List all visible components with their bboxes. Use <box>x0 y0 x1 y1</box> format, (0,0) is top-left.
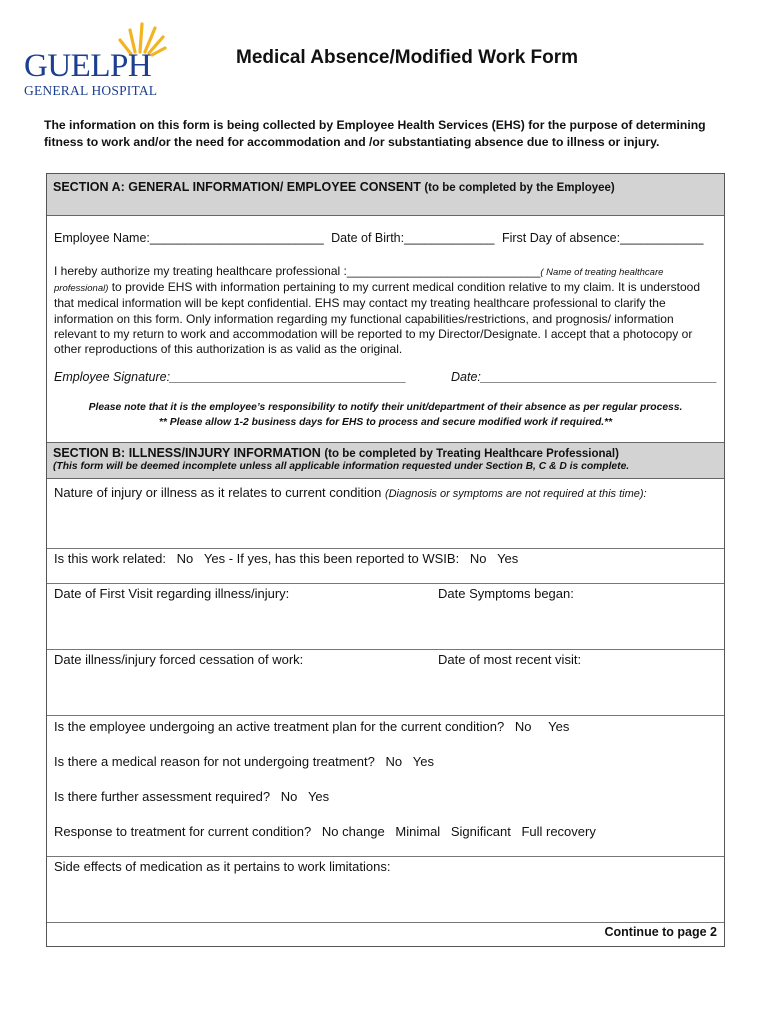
hospital-logo <box>22 18 167 98</box>
response-no-change: No change <box>321 824 385 839</box>
response-minimal: Minimal <box>395 824 441 839</box>
notice-line-2: ** Please allow 1-2 business days for EHS to process and secure modified work if required.** <box>158 416 613 428</box>
further-assessment-yes: Yes <box>307 789 330 804</box>
section-a-header <box>47 174 724 216</box>
work-related-question: Is this work related: <box>54 551 166 566</box>
medical-reason-yes: Yes <box>412 754 434 769</box>
wsib-question: - If yes, has this been reported to WSIB: <box>225 551 460 566</box>
divider <box>47 856 724 857</box>
wsib-yes: Yes <box>497 551 519 566</box>
notice-line-1: Please note that it is the employee’s responsibility to notify their unit/department of their absence as per regular process. <box>88 402 683 413</box>
section-b-header <box>47 442 724 479</box>
consent-paragraph <box>54 264 719 357</box>
further-assessment-row <box>54 789 329 804</box>
treatment-plan-question: Is the employee undergoing an active treatment plan for the current condition? <box>54 719 505 734</box>
date-of-birth-field[interactable]: Date of Birth:_____________ <box>331 231 495 245</box>
side-effects-field[interactable]: Side effects of medication as it pertains to work limitations: <box>54 859 391 874</box>
nature-label: Nature of injury or illness as it relates to current condition <box>54 485 382 500</box>
form-container <box>46 173 725 947</box>
divider <box>47 548 724 549</box>
continue-to-page-2: Continue to page 2 <box>604 925 717 939</box>
section-b-subtitle: (to be completed by Treating Healthcare Professional) <box>324 448 619 460</box>
further-assessment-no: No <box>280 789 298 804</box>
employee-notice <box>47 401 724 430</box>
signature-date-field[interactable]: Date:__________________________________ <box>451 370 718 384</box>
consent-hint: ( Name of treating healthcare professional) <box>54 267 664 295</box>
divider <box>47 715 724 716</box>
employee-name-field[interactable]: Employee Name:_________________________ <box>54 231 324 245</box>
treatment-response-row <box>54 824 596 839</box>
medical-reason-question: Is there a medical reason for not undergoing treatment? <box>54 754 375 769</box>
section-a-title-text: SECTION A: GENERAL INFORMATION/ EMPLOYEE CONSENT <box>53 180 421 194</box>
medical-reason-no: No <box>385 754 403 769</box>
recent-visit-date-field[interactable]: Date of most recent visit: <box>438 652 582 667</box>
treatment-plan-no: No <box>514 719 532 734</box>
response-full-recovery: Full recovery <box>521 824 596 839</box>
section-a-title <box>53 180 615 194</box>
divider <box>47 583 724 584</box>
section-b-note: (This form will be deemed incomplete unless all applicable information requested under Section B, C & D is complete. <box>53 461 630 472</box>
treatment-response-question: Response to treatment for current condition? <box>54 824 312 839</box>
first-day-absence-field[interactable]: First Day of absence:____________ <box>501 231 704 245</box>
healthcare-professional-field[interactable]: I hereby authorize my treating healthcare professional :_____________________________ <box>54 264 541 278</box>
treatment-plan-row <box>54 719 569 734</box>
employee-info-row <box>54 231 704 245</box>
work-related-row <box>54 551 518 566</box>
logo-main-text: GUELPH <box>24 48 152 84</box>
employee-signature-field[interactable]: Employee Signature:__________________________________ <box>54 370 407 384</box>
further-assessment-question: Is there further assessment required? <box>54 789 271 804</box>
divider <box>47 922 724 923</box>
divider <box>47 649 724 650</box>
response-significant: Significant <box>450 824 511 839</box>
nature-hint: (Diagnosis or symptoms are not required at this time): <box>384 488 647 500</box>
symptoms-began-date-field[interactable]: Date Symptoms began: <box>438 586 574 601</box>
intro-paragraph: The information on this form is being collected by Employee Health Services (EHS) for the purpose of determining fitness to work and/or the need for accommodation and /or substantiating absence due to illness or injury. <box>44 118 706 149</box>
consent-text: to provide EHS with information pertaining to my current medical condition relative to my claim. It is understood that medical information will be kept confidential. EHS may contact my treating healthcare professional to clarify the information on this form. Only information regarding my functional capabilities/restrictions, and prognosis/ information relevant to my return to work and accommodation will be reported to my Director/Designate. I accept that a photocopy or other reproductions of this authorization is as valid as the original. <box>54 280 700 357</box>
nature-of-injury-field[interactable] <box>54 485 647 500</box>
logo-sub-text: GENERAL HOSPITAL <box>24 83 158 98</box>
work-related-no: No <box>176 551 194 566</box>
first-visit-date-field[interactable]: Date of First Visit regarding illness/injury: <box>54 586 290 601</box>
work-related-yes: Yes <box>203 551 226 566</box>
section-b-title <box>53 446 619 460</box>
section-a-subtitle: (to be completed by the Employee) <box>424 182 615 194</box>
treatment-plan-yes: Yes <box>548 719 570 734</box>
wsib-no: No <box>469 551 487 566</box>
cessation-date-field[interactable]: Date illness/injury forced cessation of work: <box>54 652 304 667</box>
medical-reason-row <box>54 754 434 769</box>
section-b-title-text: SECTION B: ILLNESS/INJURY INFORMATION <box>53 446 321 460</box>
page-title: Medical Absence/Modified Work Form <box>236 47 579 68</box>
